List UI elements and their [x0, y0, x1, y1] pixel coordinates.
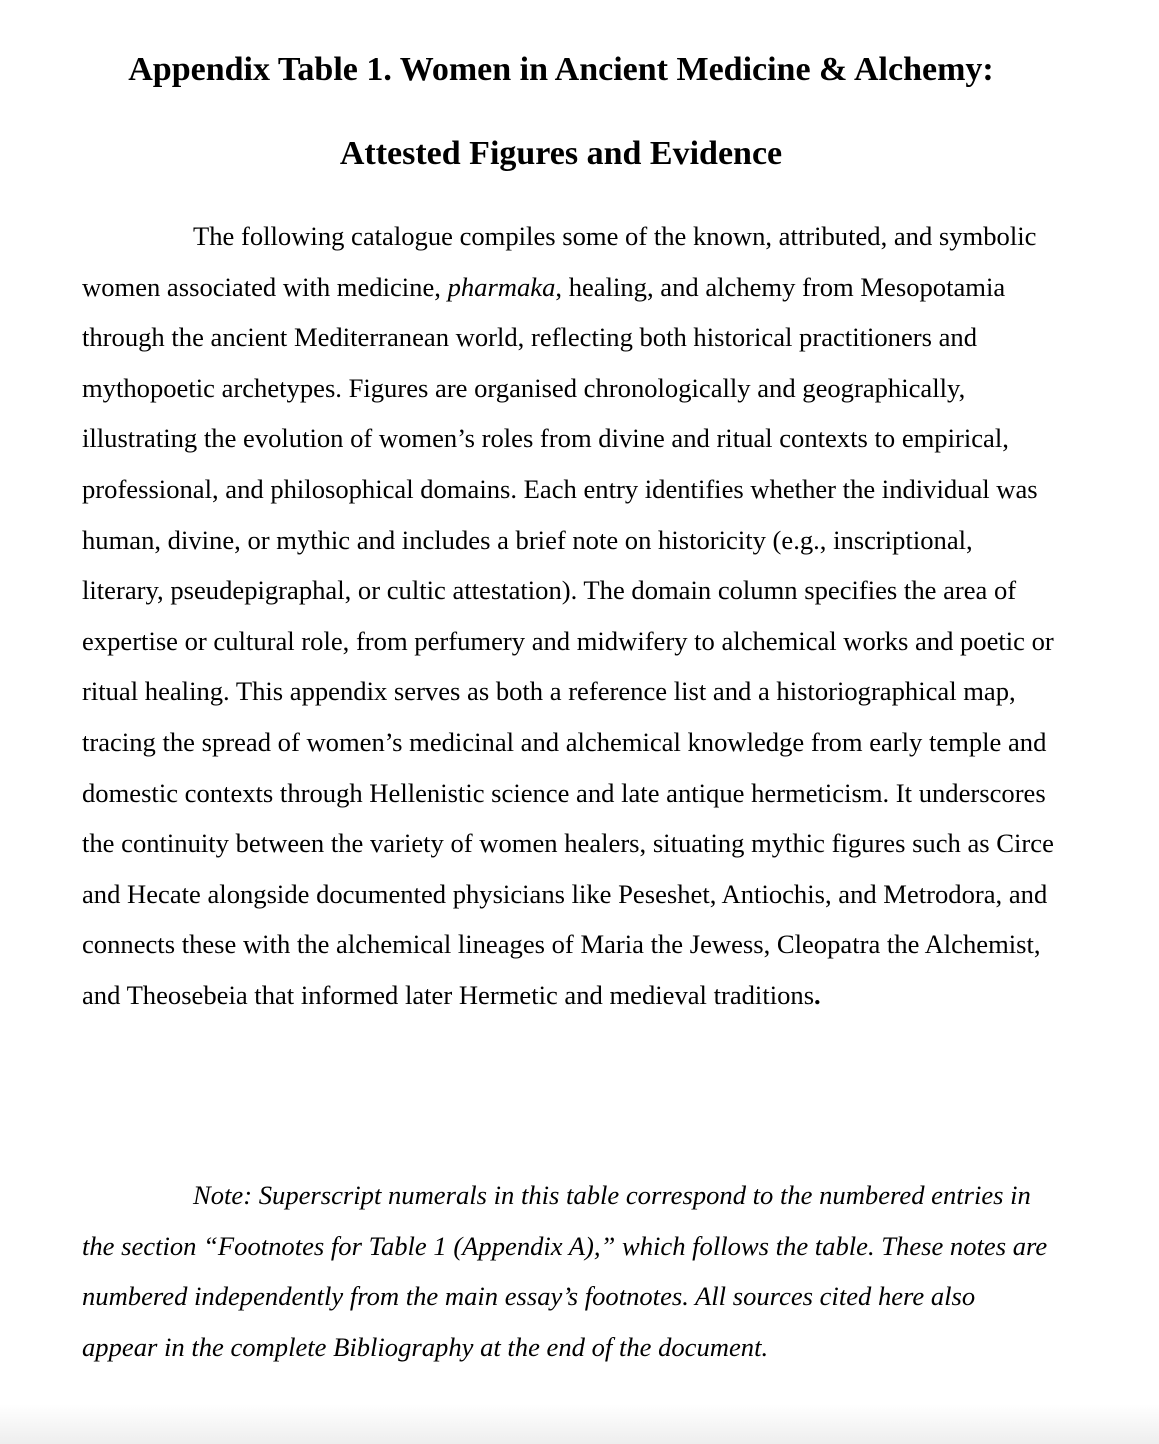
appendix-title: Appendix Table 1. Women in Ancient Medicine & Alchemy:	[128, 51, 994, 88]
intro-emphasis-pharmaka: pharmaka	[447, 271, 556, 302]
intro-text-rest: , healing, and alchemy from Mesopotamia through the ancient Mediterranean world, reflecting both historical practitioners and mythopoetic archetypes. Figures are organised chronologically and geographically, illustrating the evolution of women’s roles from divine and ritual contexts to empirical, professional, and philosophical domains. Each entry identifies whether the individual was human, divine, or mythic and includes a brief note on historicity (e.g., inscriptional, literary, pseudepigraphal, or cultic attestation). The domain column specifies the area of expertise or cultural role, from perfumery and midwifery to alchemical works and poetic or ritual healing. This appendix serves as both a reference list and a historiographical map, tracing the spread of women’s medicinal and alchemical knowledge from early temple and domestic contexts through Hellenistic science and late antique hermeticism. It underscores the continuity between the variety of women healers, situating mythic figures such as Circe and Hecate alongside documented physicians like Peseshet, Antiochis, and Metrodora, and connects these with the alchemical lineages of Maria the Jewess, Cleopatra the Alchemist, and Theosebeia that informed later Hermetic and medieval traditions	[82, 271, 1054, 1010]
appendix-subtitle: Attested Figures and Evidence	[339, 135, 783, 172]
note-text: Note: Superscript numerals in this table correspond to the numbered entries in the section “Footnotes for Table 1 (Appendix A),” which follows the table. These notes are numbered independently from the main essay’s footnotes. All sources cited here also appear in the complete Bibliography at the end of the document.	[82, 1180, 1048, 1362]
note-paragraph	[82, 1170, 1057, 1372]
intro-text-start: The following catalogue compiles some of the known, attributed, and symbolic women associated with medicine,	[82, 221, 1037, 302]
intro-closing-period: .	[814, 979, 821, 1010]
page-bottom-shadow	[0, 1404, 1159, 1444]
intro-paragraph	[82, 211, 1057, 1021]
